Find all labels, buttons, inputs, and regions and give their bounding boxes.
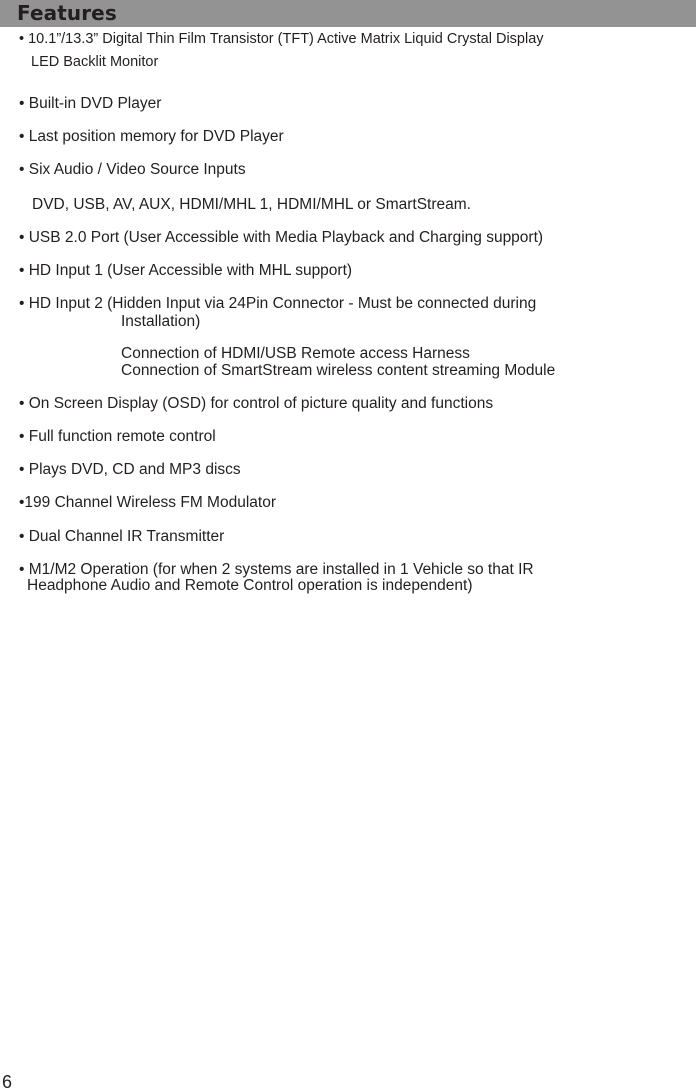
- feature-display-line2: LED Backlit Monitor: [31, 54, 159, 70]
- feature-inputs-list: DVD, USB, AV, AUX, HDMI/MHL 1, HDMI/MHL or SmartStream.: [32, 196, 471, 213]
- feature-usb-port: • USB 2.0 Port (User Accessible with Media Playback and Charging support): [19, 229, 544, 246]
- feature-fm-modulator: •199 Channel Wireless FM Modulator: [19, 494, 276, 511]
- feature-m1m2-line2: Headphone Audio and Remote Control operation is independent): [27, 577, 473, 594]
- feature-hd-input2-line1: • HD Input 2 (Hidden Input via 24Pin Connector - Must be connected during: [19, 295, 537, 312]
- feature-hd-input2-line3: Connection of HDMI/USB Remote access Harness: [121, 345, 470, 362]
- feature-osd: • On Screen Display (OSD) for control of picture quality and functions: [19, 395, 494, 412]
- feature-position-memory: • Last position memory for DVD Player: [19, 128, 284, 145]
- feature-display-line1: • 10.1”/13.3” Digital Thin Film Transistor (TFT) Active Matrix Liquid Crystal Display: [19, 31, 544, 47]
- feature-hd-input2-line2: Installation): [121, 313, 201, 330]
- feature-dvd-player: • Built-in DVD Player: [19, 95, 162, 112]
- feature-ir-transmitter: • Dual Channel IR Transmitter: [19, 528, 225, 545]
- feature-remote: • Full function remote control: [19, 428, 216, 445]
- feature-hd-input1: • HD Input 1 (User Accessible with MHL support): [19, 262, 353, 279]
- section-title: Features: [17, 1, 117, 25]
- feature-discs: • Plays DVD, CD and MP3 discs: [19, 461, 241, 478]
- feature-inputs-title: • Six Audio / Video Source Inputs: [19, 161, 246, 178]
- feature-m1m2-line1: • M1/M2 Operation (for when 2 systems are installed in 1 Vehicle so that IR: [19, 561, 534, 578]
- feature-hd-input2-line4: Connection of SmartStream wireless content streaming Module: [121, 362, 556, 379]
- page-number: 6: [2, 1072, 13, 1092]
